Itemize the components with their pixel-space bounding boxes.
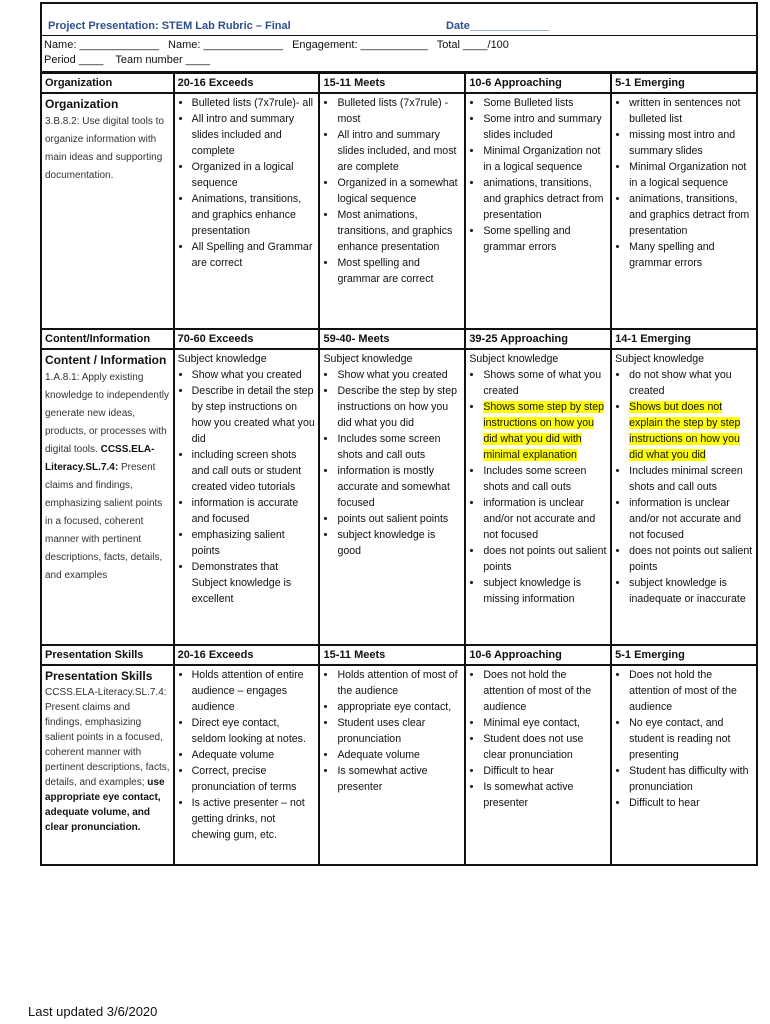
criterion: • All intro and summary slides included and complete [192, 111, 316, 159]
header-cell: 10-6 Approaching [465, 73, 611, 93]
exceeds-cell [174, 93, 320, 329]
header-cell: 10-6 Approaching [465, 645, 611, 665]
criterion: • Does not hold the attention of most of the audience [629, 667, 753, 715]
criterion: • Is active presenter – not getting drinks, not chewing gum, etc. [192, 795, 316, 843]
criterion: • animations, transitions, and graphics detract from presentation [629, 191, 753, 239]
header-cell: 59-40- Meets [319, 329, 465, 349]
criterion: • Correct, precise pronunciation of terms [192, 763, 316, 795]
standard-emphasis: use appropriate eye contact, adequate volume, and clear pronunciation. [45, 777, 165, 833]
criterion: • Many spelling and grammar errors [629, 239, 753, 271]
criterion: • Does not hold the attention of most of the audience [483, 667, 607, 715]
period-field: Period ____ [44, 54, 104, 66]
criterion: • Some Bulleted lists [483, 95, 607, 111]
rubric-title: Project Presentation: STEM Lab Rubric – Final [48, 20, 291, 32]
emerging-cell [611, 349, 757, 645]
criterion: • Organized in a somewhat logical sequence [337, 175, 461, 207]
engagement-field: Engagement: ___________ [292, 39, 428, 51]
criterion: • Includes some screen shots and call outs [483, 463, 607, 495]
header-cell: Presentation Skills [41, 645, 174, 665]
criterion: • Most spelling and grammar are correct [337, 255, 461, 287]
criteria-row-organization [41, 93, 757, 329]
name-field-2: Name: _____________ [168, 39, 284, 51]
criteria-row-content [41, 349, 757, 645]
category-title: Presentation Skills [45, 669, 153, 683]
header-cell: 14-1 Emerging [611, 329, 757, 349]
team-field: Team number ____ [115, 54, 211, 66]
criterion: • subject knowledge is missing information [483, 575, 607, 607]
criterion: • Some spelling and grammar errors [483, 223, 607, 255]
rubric-table [40, 72, 758, 866]
criterion: • Bulleted lists (7x7rule)- all [192, 95, 316, 111]
criterion: • Minimal eye contact, [483, 715, 607, 731]
meets-cell [319, 349, 465, 645]
criterion: • No eye contact, and student is reading not presenting [629, 715, 753, 763]
criterion: • Describe the step by step instructions on how you did what you did [337, 383, 461, 431]
approaching-cell [465, 93, 611, 329]
category-title: Content / Information [45, 353, 167, 367]
header-cell: 70-60 Exceeds [174, 329, 320, 349]
criterion: • written in sentences not bulleted list [629, 95, 753, 127]
criterion: • Minimal Organization not in a logical sequence [483, 143, 607, 175]
exceeds-cell [174, 665, 320, 865]
criterion: • All Spelling and Grammar are correct [192, 239, 316, 271]
criterion: • information is mostly accurate and somewhat focused [337, 463, 461, 511]
criterion: • Holds attention of most of the audience [337, 667, 461, 699]
criterion: • do not show what you created [629, 367, 753, 399]
header-cell: 20-16 Exceeds [174, 73, 320, 93]
criterion: • Student has difficulty with pronunciation [629, 763, 753, 795]
criterion: • Bulleted lists (7x7rule) - most [337, 95, 461, 127]
criterion: • information is accurate and focused [192, 495, 316, 527]
criterion: • does not points out salient points [483, 543, 607, 575]
criterion: • Direct eye contact, seldom looking at notes. [192, 715, 316, 747]
category-cell [41, 665, 174, 865]
criterion: • Holds attention of entire audience – engages audience [192, 667, 316, 715]
meets-cell [319, 665, 465, 865]
rubric-sheet [40, 2, 758, 866]
category-cell [41, 93, 174, 329]
standard-code: CCSS.ELA-Literacy.SL.7.4: [45, 444, 155, 473]
standard-text: CCSS.ELA-Literacy.SL.7.4: Present claims and findings, emphasizing salient points in a focused, coherent manner with pertinent descriptions, facts, details, and examples; [45, 687, 170, 788]
header-cell: Content/Information [41, 329, 174, 349]
category-description [45, 685, 170, 835]
criterion: • Demonstrates that Subject knowledge is excellent [192, 559, 316, 607]
category-description [45, 369, 170, 585]
category-title: Organization [45, 97, 119, 111]
criterion: • Student does not use clear pronunciation [483, 731, 607, 763]
criterion: • appropriate eye contact, [337, 699, 461, 715]
total-field: Total ____/100 [436, 39, 509, 51]
header-cell: 5-1 Emerging [611, 73, 757, 93]
criterion: • points out salient points [337, 511, 461, 527]
last-updated: Last updated 3/6/2020 [28, 1004, 158, 1019]
standard-text: 1.A.8.1: Apply existing knowledge to independently generate new ideas, products, or processes with digital tools. [45, 372, 169, 455]
emerging-cell [611, 665, 757, 865]
subject-knowledge-label: Subject knowledge [615, 353, 705, 365]
approaching-cell [465, 665, 611, 865]
header-cell: 39-25 Approaching [465, 329, 611, 349]
criterion: • Difficult to hear [483, 763, 607, 779]
subject-knowledge-label: Subject knowledge [323, 353, 413, 365]
exceeds-cell [174, 349, 320, 645]
student-info [40, 36, 758, 72]
category-description: 3.B.8.2: Use digital tools to organize information with main ideas and supporting documentation. [45, 116, 164, 181]
criterion-highlighted: • Shows but does not explain the step by step instructions on how you did what you did [629, 399, 753, 463]
title-row [40, 2, 758, 36]
date-field: Date_____________ [446, 20, 550, 32]
name-field-1: Name: _____________ [44, 39, 159, 51]
criterion: • Adequate volume [192, 747, 316, 763]
criterion: • animations, transitions, and graphics detract from presentation [483, 175, 607, 223]
criterion: • Show what you created [337, 367, 461, 383]
criterion: • subject knowledge is good [337, 527, 461, 559]
criterion: • Is somewhat active presenter [337, 763, 461, 795]
criterion: • Minimal Organization not in a logical sequence [629, 159, 753, 191]
meets-cell [319, 93, 465, 329]
criterion: • subject knowledge is inadequate or inaccurate [629, 575, 753, 607]
criterion: • Includes minimal screen shots and call outs [629, 463, 753, 495]
criterion-highlighted: • Shows some step by step instructions on how you did what you did with minimal explanation [483, 399, 607, 463]
header-row-organization [41, 73, 757, 93]
criterion: • information is unclear and/or not accurate and not focused [483, 495, 607, 543]
criterion: • information is unclear and/or not accurate and not focused [629, 495, 753, 543]
emerging-cell [611, 93, 757, 329]
header-cell: 15-11 Meets [319, 73, 465, 93]
subject-knowledge-label: Subject knowledge [469, 353, 559, 365]
criterion: • Includes some screen shots and call outs [337, 431, 461, 463]
header-cell: 20-16 Exceeds [174, 645, 320, 665]
header-cell: 15-11 Meets [319, 645, 465, 665]
header-cell: 5-1 Emerging [611, 645, 757, 665]
criterion: • Animations, transitions, and graphics enhance presentation [192, 191, 316, 239]
criterion: • All intro and summary slides included, and most are complete [337, 127, 461, 175]
category-cell [41, 349, 174, 645]
criterion: • Organized in a logical sequence [192, 159, 316, 191]
criterion: • Most animations, transitions, and graphics enhance presentation [337, 207, 461, 255]
criterion: • Describe in detail the step by step instructions on how you created what you did [192, 383, 316, 447]
approaching-cell [465, 349, 611, 645]
header-cell: Organization [41, 73, 174, 93]
criterion: • missing most intro and summary slides [629, 127, 753, 159]
standard-text: Present claims and findings, emphasizing salient points in a focused, coherent manner with pertinent descriptions, facts, details, and examples [45, 462, 163, 581]
criterion: • Difficult to hear [629, 795, 753, 811]
header-row-content [41, 329, 757, 349]
criterion: • Adequate volume [337, 747, 461, 763]
header-row-presentation [41, 645, 757, 665]
criteria-row-presentation [41, 665, 757, 865]
criterion: • Student uses clear pronunciation [337, 715, 461, 747]
criterion: • Is somewhat active presenter [483, 779, 607, 811]
criterion: • emphasizing salient points [192, 527, 316, 559]
criterion: • including screen shots and call outs or student created video tutorials [192, 447, 316, 495]
criterion: • Shows some of what you created [483, 367, 607, 399]
criterion: • Show what you created [192, 367, 316, 383]
criterion: • does not points out salient points [629, 543, 753, 575]
criterion: • Some intro and summary slides included [483, 111, 607, 143]
subject-knowledge-label: Subject knowledge [177, 353, 267, 365]
